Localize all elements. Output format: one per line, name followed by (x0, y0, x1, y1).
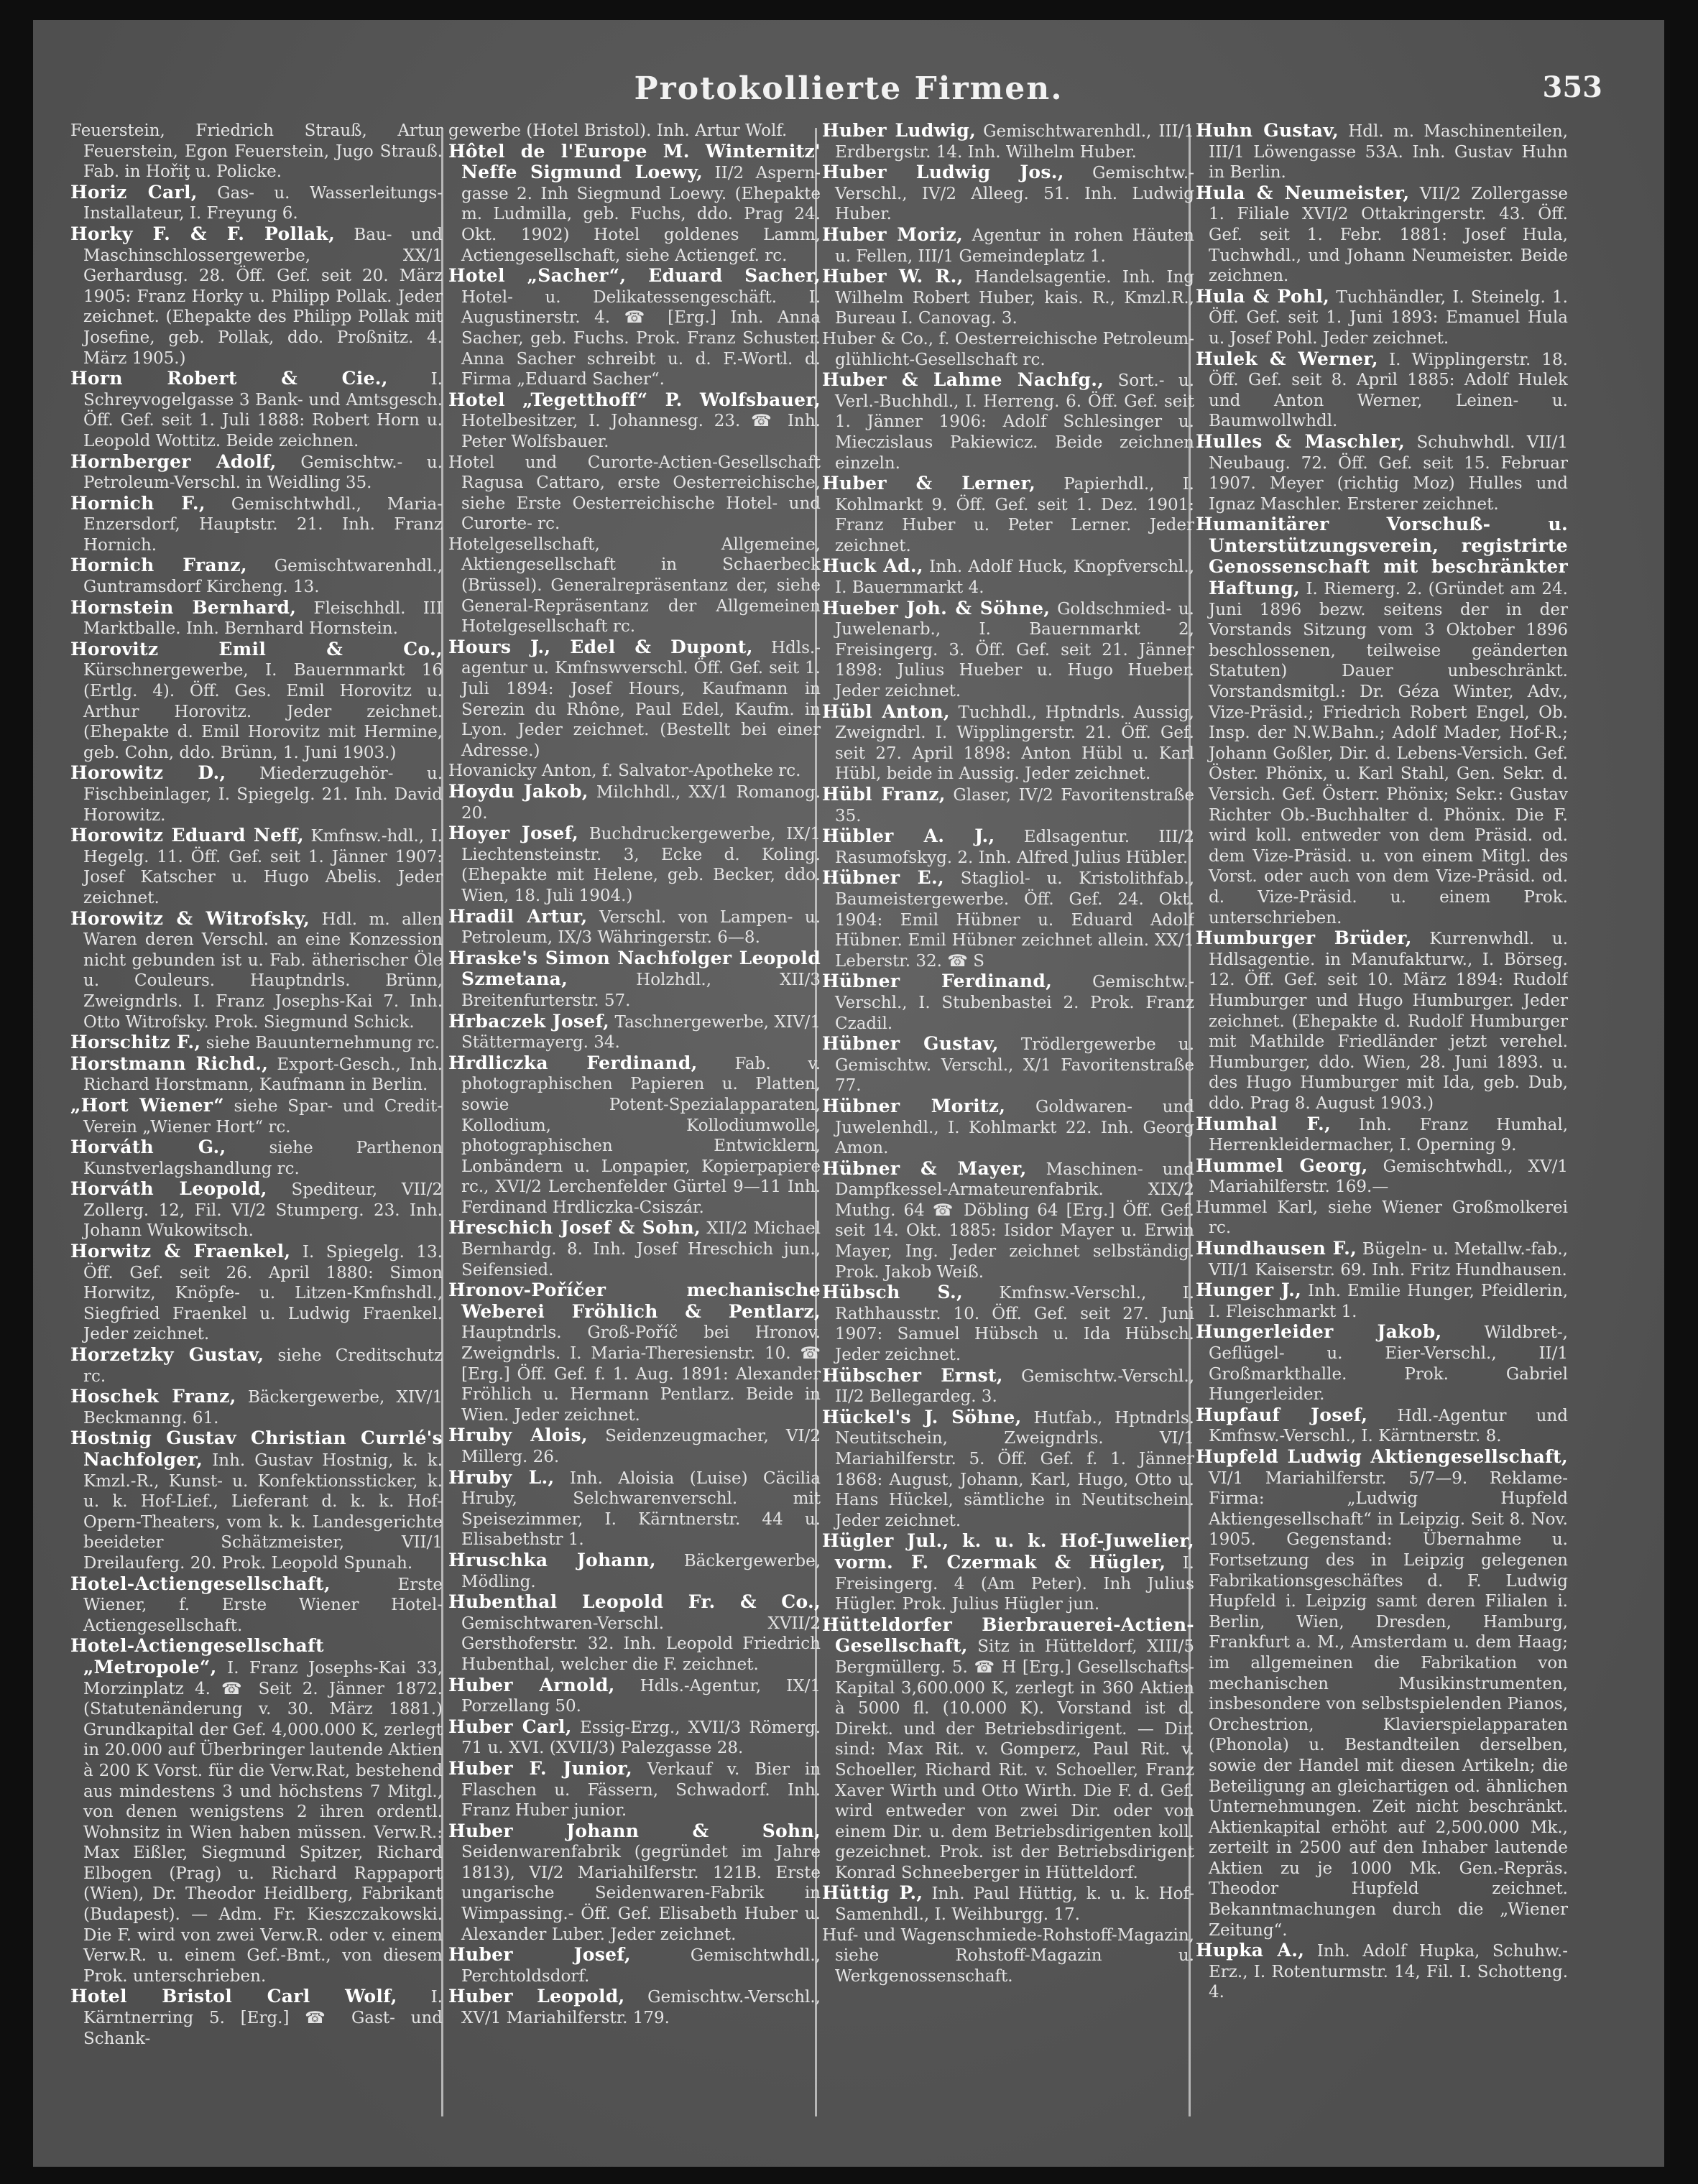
firm-details: Stagliol- u. Kristolithfab., Baumeistergewerbe. Öff. Gef. 24. Okt. 1904: Emil Hübner u. Eduard Adolf Hübner. Emil Hübner zeichnet allein. XX/1 Leberstr. 32. ☎ S (835, 869, 1194, 971)
firm-details: Hotel und Curorte-Actien-Gesellschaft Ragusa Cattaro, erste Oesterreichische, siehe Erste Oesterreichische Hotel- und Curorte- rc. (448, 453, 821, 534)
firm-details: Milchhdl., XX/1 Romanog. 20. (461, 783, 821, 823)
firm-details: Gemischtw.-Verschl., IV/2 Alleeg. 51. Inh. Ludwig Huber. (835, 164, 1194, 224)
firm-name: Hübner Ferdinand, (822, 971, 1053, 992)
firm-name: „Hort Wiener“ (70, 1094, 224, 1116)
directory-entry (448, 1425, 821, 1467)
firm-details: Holzhdl., XII/3 Breitenfurterstr. 57. (461, 971, 821, 1010)
directory-entry (448, 453, 821, 535)
scanned-page (33, 20, 1664, 2167)
directory-entry (448, 1053, 821, 1218)
firm-details: Handelsagentie. Inh. Ing Wilhelm Robert Huber, kais. R., Kmzl.R., Bureau I. Canovag. 3. (835, 268, 1194, 328)
firm-name: Hummel Georg, (1196, 1155, 1368, 1176)
firm-details: Hdl. m. Maschinenteilen, III/1 Löwengasse 53A. Inh. Gustav Huhn in Berlin. (1209, 122, 1568, 182)
firm-name: Hoyer Josef, (448, 823, 579, 844)
directory-entry (448, 535, 821, 637)
firm-name: Huhn Gustav, (1196, 121, 1339, 141)
firm-details: Goldwaren- und Juwelenhdl., I. Kohlmarkt 22. Inh. Georg Amon. (835, 1097, 1194, 1158)
firm-details: Export-Gesch., Inh. Richard Horstmann, Kaufmann in Berlin. (83, 1055, 443, 1095)
directory-entry (70, 452, 443, 494)
column-2 (448, 121, 821, 2124)
directory-entry (70, 494, 443, 556)
firm-details: Schuhwhdl. VII/1 Neubaug. 72. Öff. Gef. seit 15. Februar 1907. Meyer (richtig Moz) Hulles und Ignaz Maschler. Ersterer zeichnet. (1209, 432, 1568, 514)
directory-entry (1196, 121, 1568, 183)
firm-name: Hruschka Johann, (448, 1549, 656, 1570)
firm-details: Agentur in rohen Häuten u. Fellen, III/1 Gemeindeplatz 1. (835, 226, 1194, 266)
firm-name: Humanitärer Vorschuß- u. Unterstützungsverein, registrirte Genossenschaft mit beschränkter Haftung, (1196, 514, 1568, 599)
firm-name: Hoschek Franz, (70, 1386, 236, 1407)
directory-entry (822, 225, 1194, 267)
firm-name: Huber F. Junior, (448, 1757, 632, 1779)
directory-entry (70, 639, 443, 764)
firm-name: Horn Robert & Cie., (70, 368, 388, 389)
firm-details: Tuchhändler, I. Steinelg. 1. Öff. Gef. seit 1. Juni 1893: Emanuel Hula u. Josef Pohl. Jeder zeichnet. (1209, 287, 1568, 348)
directory-entry (70, 763, 443, 825)
firm-name: Hunger J., (1196, 1280, 1302, 1301)
directory-entry (70, 1032, 443, 1054)
firm-details: Huf- und Wagenschmiede-Rohstoff-Magazin, siehe Rohstoff-Magazin u. Werkgenossenschaft. (822, 1925, 1194, 1986)
firm-details: Bügeln- u. Metallw.-fab., VII/1 Kaiserstr. 69. Inh. Fritz Hundhausen. (1209, 1240, 1568, 1280)
firm-details: Kürschnergewerbe, I. Bauernmarkt 16 (Ertlg. 4). Öff. Ges. Emil Horovitz u. Arthur Horovitz. Jeder zeichnet. (Ehepakte d. Emil Horovitz mit Hermine, geb. Cohn, ddo. Brünn, 1. Juni 1903.) (83, 661, 443, 762)
firm-details: Hutfab., Hptndrls. Neutitschein, Zweigndrls. VI/1 Mariahilferstr. 5. Öff. Gef. f. 1. Jänner 1868: August, Johann, Karl, Hugo, Otto u. Hans Hückel, sämtliche in Neutitschein. Jeder zeichnet. (835, 1408, 1194, 1530)
firm-details: Gemischtw.- u. Petroleum-Verschl. in Weidling 35. (83, 453, 443, 493)
firm-details: Bau- und Maschinschlossergewerbe, XX/1 Gerhardusg. 28. Öff. Gef. seit 20. März 1905: Franz Horky u. Philipp Pollak. Jeder zeichnet. (Ehepakte des Philipp Pollak mit Josefine, geb. Pollak, ddo. Proßnitz. 4. März 1905.) (83, 225, 443, 368)
firm-name: Huber & Lerner, (822, 473, 1036, 494)
directory-entry (1196, 183, 1568, 287)
directory-entry (822, 1925, 1194, 1987)
firm-details: Hdl.-Agentur und Kmfnsw.-Verschl., I. Kärntnerstr. 8. (1209, 1406, 1568, 1446)
directory-entry (822, 1034, 1194, 1096)
firm-details: Inh. Gustav Hostnig, k. k. Kmzl.-R., Kunst- u. Konfektionssticker, k. u. k. Hof-Lief., Lieferant d. k. k. Hof-Opern-Theaters, vom k. k. Landesgerichte beeideter Schätzmeister, VII/1 Dreilauferg. 20. Prok. Leopold Spunah. (83, 1451, 443, 1573)
firm-details: Bäckergewerbe, XIV/1 Beckmanng. 61. (83, 1388, 443, 1428)
firm-name: Horstmann Richd., (70, 1052, 269, 1074)
firm-name: Hotel „Tegetthoff“ P. Wolfsbauer, (448, 389, 821, 410)
directory-entry (822, 702, 1194, 785)
directory-entry (822, 971, 1194, 1034)
firm-name: Huber & Lahme Nachfg., (822, 369, 1104, 391)
directory-entry (70, 1096, 443, 1137)
directory-entry (448, 1468, 821, 1550)
firm-details: Edlsagentur. III/2 Rasumofskyg. 2. Inh. Alfred Julius Hübler. (835, 828, 1194, 867)
firm-details: Inh. Aloisia (Luise) Cäcilia Hruby, Selchwarenverschl. mit Speisezimmer, I. Kärntnerstr. 44 u. Elisabethstr 1. (461, 1468, 821, 1550)
firm-details: Hauptndrls. Groß-Poříč bei Hronov. Zweigndrls. I. Maria-Theresienstr. 10. ☎ [Erg.] Öff. Gef. f. 1. Aug. 1891: Alexander Fröhlich u. Hermann Pentlarz. Beide in Wien. Jeder zeichnet. (461, 1323, 821, 1425)
directory-entry (822, 267, 1194, 329)
firm-details: XII/2 Michael Bernhardg. 8. Inh. Josef Hreschich jun., Seifensied. (461, 1219, 821, 1280)
firm-details: Inh. Adolf Hupka, Schuhw.-Erz., I. Rotenturmstr. 14, Fil. I. Schotteng. 4. (1209, 1942, 1568, 2002)
directory-entry (822, 785, 1194, 826)
directory-entry (448, 907, 821, 948)
directory-entry (70, 1054, 443, 1096)
directory-entry (70, 1179, 443, 1241)
directory-entry (822, 121, 1194, 162)
directory-entry (822, 370, 1194, 473)
firm-name: Hulek & Werner, (1196, 348, 1378, 369)
firm-name: Horváth G., (70, 1137, 226, 1158)
firm-name: Hubenthal Leopold Fr. & Co., (448, 1591, 821, 1613)
directory-entry (448, 1675, 821, 1717)
firm-name: Hornich F., (70, 492, 206, 514)
firm-details: Tuchhdl., Hptndrls. Aussig, Zweigndrl. I. Wipplingerstr. 21. Öff. Gef. seit 27. April 1898: Anton Hübl u. Karl Hübl, beide in Aussig. Jeder zeichnet. (835, 703, 1194, 784)
directory-entry (448, 121, 821, 142)
firm-details: Hotelgesellschaft, Allgemeine, Aktiengesellschaft in Schaerbeck (Brüssel). Generalrepräsentanz der, siehe General-Repräsentanz der Allgemeinen Hotelgesellschaft rc. (448, 535, 821, 637)
firm-details: Inh. Emilie Hunger, Pfeidlerin, I. Fleischmarkt 1. (1209, 1282, 1568, 1321)
firm-name: Hornich Franz, (70, 555, 247, 576)
directory-entry (70, 1137, 443, 1179)
firm-details: Buchdruckergewerbe, IX/1 Liechtensteinstr. 3, Ecke d. Koling. (Ehepakte mit Helene, geb. Becker, ddo. Wien, 18. Juli 1904.) (461, 825, 821, 905)
firm-details: Gemischtw.-Verschl., II/2 Bellegardeg. 3. (835, 1366, 1194, 1407)
firm-name: Hraske's Simon Nachfolger Leopold Szmetana, (448, 947, 821, 990)
firm-name: Horowitz D., (70, 762, 226, 784)
directory-entry (1196, 1940, 1568, 2003)
directory-entry (822, 162, 1194, 225)
firm-details: Verschl. von Lampen- u. Petroleum, IX/3 Währingerstr. 6—8. (461, 907, 821, 948)
firm-name: Huber Moriz, (822, 223, 963, 245)
firm-details: siehe Spar- und Credit-Verein „Wiener Hort“ rc. (83, 1096, 443, 1137)
firm-details: Glaser, IV/2 Favoritenstraße 35. (835, 786, 1194, 825)
directory-entry (448, 1218, 821, 1280)
firm-details: Erste Wiener, f. Erste Wiener Hotel-Actiengesellschaft. (83, 1575, 443, 1635)
firm-details: I. Spiegelg. 13. Öff. Gef. seit 26. April 1880: Simon Horwitz, Knöpfe- u. Litzen-Kmfnshdl., Siegfried Fraenkel u. Ludwig Fraenkel. Jeder zeichnet. (83, 1243, 443, 1344)
firm-name: Hrbaczek Josef, (448, 1010, 609, 1032)
firm-details: I. Schreyvogelgasse 3 Bank- und Amtsgesch. Öff. Gef. seit 1. Juli 1888: Robert Horn u. Leopold Wottitz. Beide zeichnen. (83, 370, 443, 450)
firm-name: Hübner Moritz, (822, 1095, 1006, 1116)
firm-details: I. Riemerg. 2. (Gründet am 24. Juni 1896 bezw. seitens der in der Vorstands Sitzung vom 3 Oktober 1896 beschlossenen, teilweise geänderten Statuten) Dauer unbeschränkt. Vorstandsmitgl.: Dr. Géza Winter, Adv., Vize-Präsid.; Friedrich Robert Engel, Ob. Insp. der N.W.Bahn.; Adolf Mader, Hof-R.; Johann Goßler, Dir. d. Lebens-Versich. Gef. Öster. Phönix, u. Karl Stahl, Gen. Sekr. d. Versich. Gef. Österr. Phönix; Sekr.: Gustav Richter Ob.-Buchhalter d. Phönix. Die F. wird koll. entweder von dem Präsid. od. dem Vize-Präsid. u. von einem Mitgl. des Vorst. oder auch von dem Vize-Präsid. od. d. Vize-Präsid. u. einem Prok. unterschrieben. (1209, 580, 1568, 927)
directory-entry (448, 1945, 821, 1986)
firm-name: Hübner & Mayer, (822, 1157, 1027, 1179)
firm-name: Huber Johann & Sohn, (448, 1820, 821, 1841)
directory-entry (70, 1636, 443, 1986)
firm-details: siehe Bauunternehmung rc. (206, 1034, 440, 1053)
firm-details: I. Kärntnerring 5. [Erg.] ☎ Gast- und Schank- (83, 1988, 443, 2048)
firm-name: Huber Leopold, (448, 1986, 625, 2007)
firm-name: Hotel-Actiengesellschaft, (70, 1573, 331, 1594)
directory-entry (70, 121, 443, 182)
directory-entry (448, 1759, 821, 1821)
directory-entry (1196, 928, 1568, 1114)
firm-details: Hummel Karl, siehe Wiener Großmolkerei rc. (1196, 1198, 1568, 1238)
firm-name: Hronov-Poříčer mechanische Weberei Fröhlich & Pentlarz, (448, 1280, 821, 1322)
firm-name: Hübler A. J., (822, 825, 995, 847)
firm-name: Hula & Neumeister, (1196, 182, 1410, 203)
firm-name: Hulles & Maschler, (1196, 430, 1406, 452)
firm-name: Horky F. & F. Pollak, (70, 223, 336, 244)
page-title: Protokollierte Firmen. (634, 70, 1063, 107)
firm-details: Miederzugehör- u. Fischbeinlager, I. Spiegelg. 21. Inh. David Horowitz. (83, 764, 443, 825)
firm-details: Maschinen- und Dampfkessel-Armateurenfabrik. XIX/2 Muthg. 64 ☎ Döbling 64 [Erg.] Öff. Gef. seit 14. Okt. 1885: Isidor Mayer u. Erwin Mayer, Ing. Jeder zeichnet selbständig. Prok. Jakob Weiß. (835, 1160, 1194, 1282)
directory-entry (822, 1282, 1194, 1365)
firm-name: Huck Ad., (822, 555, 923, 577)
directory-entry (70, 1345, 443, 1387)
firm-name: Huber Ludwig Jos., (822, 162, 1064, 183)
directory-entry (448, 142, 821, 267)
firm-details: Inh. Paul Hüttig, k. u. k. Hof-Samenhdl., I. Weihburgg. 17. (835, 1884, 1194, 1925)
firm-details: VII/2 Zollergasse 1. Filiale XVI/2 Ottakringerstr. 43. Öff. Gef. seit 1. Febr. 1881: Josef Hula, Tuchwhdl., und Johann Neumeister. Beide zeichnen. (1209, 184, 1568, 286)
directory-entry (70, 1574, 443, 1637)
directory-entry (448, 390, 821, 453)
firm-details: Gemischtwhdl., Maria-Enzersdorf, Hauptstr. 21. Inh. Franz Hornich. (83, 494, 443, 555)
directory-entry (822, 1883, 1194, 1925)
firm-name: Huber Josef, (448, 1944, 631, 1966)
firm-name: Horowitz Eduard Neff, (70, 825, 304, 846)
firm-details: Essig-Erzg., XVII/3 Römerg. 71 u. XVI. (XVII/3) Palezgasse 28. (461, 1718, 821, 1758)
directory-entry (1196, 1239, 1568, 1280)
firm-name: Hotel-Actiengesellschaft „Metropole“, (70, 1635, 324, 1678)
directory-entry (822, 329, 1194, 370)
firm-details: Hdl. m. allen Waren deren Verschl. an eine Konzession nicht gebunden ist u. Fab. ätherischer Öle u. Couleurs. Hauptndrls. Brünn, Zweigndrls. I. Franz Josephs-Kai 7. Inh. Otto Witrofsky. Prok. Siegmund Schick. (83, 910, 443, 1032)
firm-name: Horwitz & Fraenkel, (70, 1241, 291, 1262)
firm-name: Hotel Bristol Carl Wolf, (70, 1986, 397, 2007)
firm-details: Trödlergewerbe u. Gemischtw. Verschl., X/1 Favoritenstraße 77. (835, 1035, 1194, 1096)
firm-name: Hungerleider Jakob, (1196, 1321, 1442, 1343)
directory-entry (448, 266, 821, 390)
directory-entry (70, 1387, 443, 1428)
firm-name: Hruby Alois, (448, 1425, 588, 1446)
firm-details: VI/1 Mariahilferstr. 5/7—9. Reklame-Firma: „Ludwig Hupfeld Aktiengesellschaft“ in Leipzig. Seit 8. Nov. 1905. Gegenstand: Übernahme u. Fortsetzung des in Leipzig gelegenen Fabrikationsgeschäftes d. F. Ludwig Hupfeld i. Leipzig samt deren Filialen i. Berlin, Wien, Dresden, Hamburg, Frankfurt a. M., Amsterdam u. dem Haag; im allgemeinen die Fabrikation von mechanischen Musikinstrumenten, insbesondere von selbstspielenden Pianos, Orchestrion, Klavierspielapparaten (Phonola) u. Bestandteilen derselben, sowie der Handel mit diesen Artikeln; die Beteiligung an gleichartigen od. ähnlichen Unternehmungen. Zeit nicht beschränkt. Aktienkapital erhöht auf 2,500.000 Mk., zerteilt in 2500 auf den Inhaber lautende Aktien zu je 1000 Mk. Gen.-Repräs. Theodor Hupfeld zeichnet. Bekanntmachungen durch die „Wiener Zeitung“. (1209, 1468, 1568, 1940)
directory-entry (70, 825, 443, 908)
directory-entry (70, 1428, 443, 1573)
directory-entry (822, 1615, 1194, 1884)
directory-entry (1196, 1280, 1568, 1322)
firm-details: Hotel- u. Delikatessengeschäft. I. Augustinerstr. 4. ☎ [Erg.] Inh. Anna Sacher, geb. Fuchs. Prok. Franz Schuster. Anna Sacher schreibt u. d. F.-Wortl. d. Firma „Eduard Sacher“. (461, 287, 821, 389)
directory-entry (822, 1366, 1194, 1407)
firm-name: Huber W. R., (822, 266, 964, 287)
firm-details: Feuerstein, Friedrich Strauß, Artur Feuerstein, Egon Feuerstein, Jugo Strauß. Fab. in Hořiţ u. Policke. (70, 121, 443, 182)
firm-name: Hübl Franz, (822, 784, 946, 805)
directory-entry (1196, 1322, 1568, 1405)
firm-details: Gemischtwhdl., Perchtoldsdorf. (461, 1946, 821, 1986)
firm-name: Hours J., Edel & Dupont, (448, 636, 753, 657)
firm-name: Hübscher Ernst, (822, 1364, 1003, 1386)
directory-entry (1196, 1447, 1568, 1940)
directory-entry (822, 473, 1194, 556)
firm-name: Hradil Artur, (448, 905, 588, 927)
directory-entry (1196, 349, 1568, 432)
firm-name: Hostnig Gustav Christian Currlé's Nachfolger, (70, 1428, 443, 1470)
firm-name: Hüttig P., (822, 1882, 923, 1904)
directory-entry (1196, 514, 1568, 928)
firm-details: Gemischtwarenhdl., Guntramsdorf Kircheng. 13. (83, 557, 443, 597)
firm-name: Humburger Brüder, (1196, 927, 1412, 949)
firm-name: Hotel „Sacher“, Eduard Sacher, (448, 265, 821, 287)
firm-details: Fleischhdl. III Marktballe. Inh. Bernhard Hornstein. (83, 598, 443, 639)
firm-name: Hoydu Jakob, (448, 781, 589, 802)
firm-name: Horschitz F., (70, 1032, 201, 1053)
firm-details: Sitz in Hütteldorf, XIII/5 Bergmüllerg. 5. ☎ H [Erg.] Gesellschafts-Kapital 3,600.000 K, zerlegt in 360 Aktien à 5000 fl. (10.000 K). Vorstand ist d. Direkt. und der Betriebsdirigent. — Dir. sind: Max Rit. v. Gomperz, Paul Rit. v. Schoeller, Richard Rit. v. Schoeller, Franz Xaver Wirth und Otto Wirth. Die F. d. Gef. wird entweder von zwei Dir. oder von einem Dir. u. dem Betriebsdirigenten koll. gezeichnet. Prok. ist der Betriebsdirigent Konrad Schneeberger in Hütteldorf. (835, 1637, 1194, 1882)
directory-entry (822, 1407, 1194, 1532)
column-3 (822, 121, 1194, 2124)
directory-entry (448, 1821, 821, 1945)
firm-details: Taschnergewerbe, XIV/1 Stättermayerg. 34. (461, 1012, 821, 1052)
firm-details: Kmfnsw.-hdl., I. Hegelg. 11. Öff. Gef. seit 1. Jänner 1907: Josef Katscher u. Hugo Abelis. Jeder zeichnet. (83, 827, 443, 907)
firm-name: Hübl Anton, (822, 700, 950, 722)
directory-entry (448, 823, 821, 906)
firm-details: Sort.- u. Verl.-Buchhdl., I. Herreng. 6. Öff. Gef. seit 1. Jänner 1906: Adolf Schlesinger u. Mieczislaus Pakiewicz. Beide zeichnen einzeln. (835, 371, 1194, 473)
firm-name: Hrdliczka Ferdinand, (448, 1052, 698, 1073)
firm-name: Hornberger Adolf, (70, 450, 277, 472)
directory-entry (1196, 1198, 1568, 1239)
firm-name: Horzetzky Gustav, (70, 1344, 264, 1366)
directory-entry (70, 555, 443, 597)
firm-details: I. Wipplingerstr. 18. Öff. Gef. seit 8. April 1885: Adolf Hulek und Anton Werner, Leinen- u. Baumwollwhdl. (1209, 350, 1568, 431)
directory-entry (70, 1986, 443, 2049)
firm-details: Gas- u. Wasserleitungs-Installateur, I. Freyung 6. (83, 183, 443, 223)
firm-name: Hübner Gustav, (822, 1033, 999, 1055)
firm-details: Gemischtwhdl., XV/1 Mariahilferstr. 169.— (1209, 1157, 1568, 1197)
firm-name: Hreschich Josef & Sohn, (448, 1217, 701, 1239)
firm-name: Hütteldorfer Bierbrauerei-Actien-Gesellschaft, (822, 1614, 1194, 1657)
directory-entry (448, 637, 821, 762)
firm-details: II/2 Aspern-gasse 2. Inh Siegmund Loewy. (Ehepakte m. Ludmilla, geb. Fuchs, ddo. Prag 24. Okt. 1902) Hotel goldenes Lamm, Actiengesellschaft, siehe Actiengef. rc. (461, 164, 821, 265)
firm-details: Goldschmied- u. Juwelenarb., I. Bauernmarkt 2, Freisingerg. 3. Öff. Gef. seit 21. Jänner 1898: Julius Hueber u. Hugo Hueber. Jeder zeichnet. (835, 599, 1194, 701)
directory-entry (70, 182, 443, 224)
firm-details: Gemischtw.-Verschl., I. Stubenbastei 2. Prok. Franz Czadil. (835, 973, 1194, 1033)
directory-entry (822, 1159, 1194, 1283)
firm-details: Gemischtwarenhdl., III/1 Erdbergstr. 14. Inh. Wilhelm Huber. (835, 122, 1194, 162)
directory-entry (822, 556, 1194, 598)
firm-details: siehe Creditschutz rc. (83, 1346, 443, 1386)
directory-entry (1196, 432, 1568, 514)
column-1 (70, 121, 443, 2124)
firm-details: Kmfnsw.-Verschl., I. Rathhausstr. 10. Öff. Gef. seit 27. Juni 1907: Samuel Hübsch u. Ida Hübsch. Jeder zeichnet. (835, 1284, 1194, 1365)
directory-entry (822, 1096, 1194, 1159)
firm-details: gewerbe (Hotel Bristol). Inh. Artur Wolf. (448, 121, 788, 140)
firm-name: Huber Arnold, (448, 1674, 615, 1695)
firm-name: Hückel's J. Söhne, (822, 1406, 1022, 1428)
directory-entry (448, 948, 821, 1012)
directory-entry (1196, 1114, 1568, 1156)
directory-entry (448, 1986, 821, 2028)
firm-name: Hruby L., (448, 1466, 555, 1488)
firm-details: Seidenzeugmacher, VI/2 Millerg. 26. (461, 1427, 821, 1466)
directory-entry (448, 761, 821, 782)
firm-details: Hovanicky Anton, f. Salvator-Apotheke rc. (448, 762, 801, 781)
directory-entry (1196, 287, 1568, 349)
directory-entry (70, 224, 443, 369)
directory-entry (1196, 1405, 1568, 1447)
directory-entry (70, 909, 443, 1033)
firm-details: Huber & Co., f. Oesterreichische Petroleum-glühlicht-Gesellschaft rc. (822, 329, 1194, 369)
firm-details: Wildbret-, Geflügel- u. Eier-Verschl., II/1 Großmarkthalle. Prok. Gabriel Hungerleider. (1209, 1323, 1568, 1405)
firm-details: Inh. Franz Humhal, Herrenkleidermacher, I. Operning 9. (1209, 1115, 1568, 1155)
firm-details: Fab. v. photographischen Papieren u. Platten, sowie Potent-Spezialapparaten, Kollodium, Kollodiumwolle, photographischen Entwicklern, Lonbändern u. Lonpapier, Kopierpapiere rc., XVI/2 Lerchenfelder Gürtel 9—11 Inh. Ferdinand Hrdliczka-Csiszár. (461, 1054, 821, 1217)
firm-details: Hdls.-Agentur, IX/1 Porzellang 50. (461, 1676, 821, 1716)
firm-details: Papierhdl., I. Kohlmarkt 9. Öff. Gef. seit 1. Dez. 1901: Franz Huber u. Peter Lerner. Jeder zeichnet. (835, 475, 1194, 555)
directory-entry (448, 782, 821, 823)
firm-details: Kurrenwhdl. u. Hdlsagentie. in Manufakturw., I. Börseg. 12. Öff. Gef. seit 10. März 1894: Rudolf Humburger und Hugo Humburger. Jeder zeichnet. (Ehepakte d. Rudolf Humburger mit Mathilde Friedländer jetzt verehel. Humburger, ddo. Wien, 28. Juni 1893. u. des Hugo Humburger mit Ida, geb. Dub, ddo. Prag 8. August 1903.) (1209, 930, 1568, 1113)
directory-entry (822, 826, 1194, 868)
directory-entry (70, 1241, 443, 1345)
firm-details: Verkauf v. Bier in Flaschen u. Fässern, Schwadorf. Inh. Franz Huber junior. (461, 1759, 821, 1820)
firm-name: Horowitz & Witrofsky, (70, 907, 310, 929)
directory-entry (822, 598, 1194, 702)
firm-name: Horváth Leopold, (70, 1178, 267, 1200)
firm-name: Huber Ludwig, (822, 121, 977, 141)
directory-entry (448, 1012, 821, 1053)
firm-name: Hübner E., (822, 867, 945, 889)
firm-details: Hotelbesitzer, I. Johannesg. 23. ☎ Inh. Peter Wolfsbauer. (461, 412, 821, 451)
firm-name: Hupka A., (1196, 1940, 1305, 1961)
firm-name: Horiz Carl, (70, 181, 198, 203)
firm-name: Humhal F., (1196, 1113, 1331, 1134)
firm-details: I. Freisingerg. 4 (Am Peter). Inh Julius Hügler. Prok. Julius Hügler jun. (835, 1553, 1194, 1614)
firm-name: Hupfeld Ludwig Aktiengesellschaft, (1196, 1446, 1568, 1467)
firm-details: I. Franz Josephs-Kai 33, Morzinplatz 4. ☎ Seit 2. Jänner 1872. (Statutenänderung v. 30. März 1881.) Grundkapital der Gef. 4,000.000 K, zerlegt in 20.000 auf Überbringer lautende Aktien à 200 K Vorst. für die Verw.Rat, bestehend aus mindestens 3 und höchstens 7 Mitgl., von denen wenigstens 2 ihren ordentl. Wohnsitz in Wien haben müssen. Verw.R.: Max Eißler, Siegmund Spitzer, Richard Elbogen (Prag) u. Richard Rappaport (Wien), Dr. Theodor Heidlberg, Fabrikant (Budapest). — Adm. Fr. Kieszczakowski. Die F. wird von zwei Verw.R. oder v. einem Verw.R. u. einem Gef.-Bmt., von diesem Prok. unterschrieben. (83, 1658, 443, 1986)
column-4 (1196, 121, 1568, 2124)
directory-entry (70, 598, 443, 639)
firm-name: Horovitz Emil & Co., (70, 638, 443, 660)
page-header (33, 70, 1664, 121)
firm-name: Hueber Joh. & Söhne, (822, 597, 1051, 619)
firm-name: Hula & Pohl, (1196, 285, 1330, 307)
directory-entry (448, 1280, 821, 1425)
firm-details: Hdls.-agentur u. Kmfnswverschl. Öff. Gef. seit 1. Juli 1894: Josef Hours, Kaufmann in Serezin du Rhône, Paul Edel, Kaufm. in Lyon. Jeder zeichnet. (Bestellt bei einer Adresse.) (461, 638, 821, 760)
directory-entry (448, 1717, 821, 1759)
firm-name: Hupfauf Josef, (1196, 1404, 1368, 1425)
firm-details: Spediteur, VII/2 Zollerg. 12, Fil. VI/2 Stumperg. 23. Inh. Johann Wukowitsch. (83, 1180, 443, 1241)
firm-name: Hôtel de l'Europe M. Winternitz' Neffe Sigmund Loewy, (448, 140, 821, 183)
firm-name: Hügler Jul., k. u. k. Hof-Juwelier, vorm. F. Czermak & Hügler, (822, 1530, 1194, 1573)
firm-details: Gemischtw.-Verschl., XV/1 Mariahilferstr. 179. (461, 1988, 821, 2028)
firm-details: Gemischtwaren-Verschl. XVII/2 Gersthoferstr. 32. Inh. Leopold Friedrich Hubenthal, welcher die F. zeichnet. (461, 1614, 821, 1674)
directory-entry (822, 1531, 1194, 1614)
page-number: 353 (1542, 70, 1602, 104)
firm-details: Inh. Adolf Huck, Knopfverschl., I. Bauernmarkt 4. (835, 557, 1194, 598)
firm-name: Hundhausen F., (1196, 1238, 1357, 1259)
firm-name: Hornstein Bernhard, (70, 596, 297, 618)
directory-entry (448, 1550, 821, 1592)
directory-entry (822, 868, 1194, 971)
directory-entry (448, 1592, 821, 1675)
firm-details: Seidenwarenfabrik (gegründet im Jahre 1813), VI/2 Mariahilferstr. 121B. Erste ungarische Seidenwaren-Fabrik in Wimpassing.- Öff. Gef. Elisabeth Huber u. Alexander Luber. Jeder zeichnet. (461, 1843, 821, 1944)
firm-name: Hübsch S., (822, 1282, 963, 1303)
firm-details: siehe Parthenon Kunstverlagshandlung rc. (83, 1139, 443, 1178)
firm-name: Huber Carl, (448, 1716, 572, 1737)
firm-details: Bäckergewerbe, Mödling. (461, 1551, 821, 1591)
directory-entry (70, 369, 443, 451)
directory-entry (1196, 1156, 1568, 1198)
